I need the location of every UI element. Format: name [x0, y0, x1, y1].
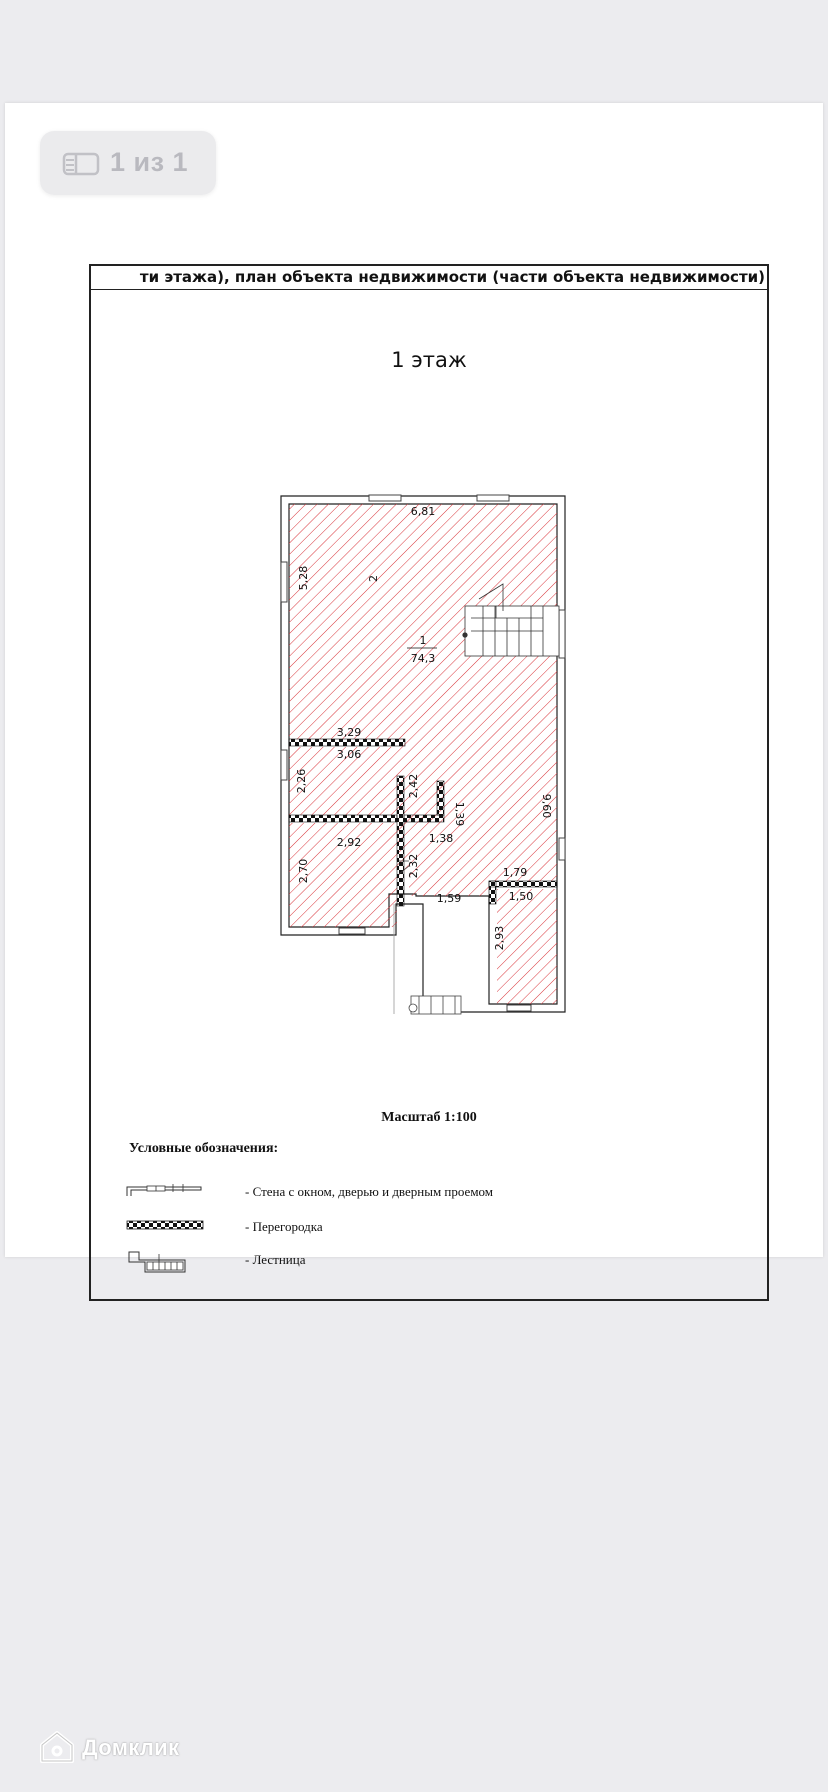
legend-item-staircase — [125, 1248, 545, 1272]
document-page — [5, 103, 823, 1267]
dim-partition-vertical-upper: 2,42 — [407, 773, 420, 799]
dim-corridor-width: 1,38 — [428, 832, 454, 845]
dim-partition-top-inner: 3,06 — [336, 748, 362, 761]
dim-lower-left-height: 2,70 — [297, 858, 310, 884]
dim-lower-left-width: 2,92 — [336, 836, 362, 849]
dim-room-left-mid-height: 2,26 — [295, 768, 308, 794]
hatched-area-right-low — [497, 889, 557, 1004]
dim-right-room-width-outer: 1,79 — [502, 866, 528, 879]
legend-title: Условные обозначения: — [129, 1141, 279, 1156]
room-number: 1 — [419, 634, 427, 647]
legend-label-staircase: - Лестница — [245, 1252, 306, 1267]
dim-right-room-width-inner: 1,50 — [508, 890, 534, 903]
watermark-text: Домклик — [82, 1735, 180, 1760]
dim-left-upper: 5,28 — [297, 565, 310, 591]
dim-partition-top-outer: 3,29 — [336, 726, 362, 739]
staircase-icon — [125, 1248, 205, 1276]
document-header-text: ти этажа), план объекта недвижимости (части объекта недвижимости) — [139, 268, 765, 286]
scale-label: Масштаб 1:100 — [381, 1110, 477, 1125]
dim-corridor-bottom: 1,59 — [436, 892, 462, 905]
legend-item-partition — [125, 1215, 545, 1239]
room-area: 74,3 — [410, 652, 436, 665]
house-logo-icon — [38, 1729, 76, 1765]
legend-label-wall: - Стена с окном, дверью и дверным проемом — [245, 1184, 494, 1199]
floor-title: 1 этаж — [391, 348, 467, 372]
pages-icon — [62, 152, 100, 176]
dim-right-room-height: 2,93 — [493, 925, 506, 951]
dim-right-height: 9,60 — [540, 793, 553, 819]
legend-item-wall — [125, 1180, 545, 1204]
partition-icon — [125, 1215, 205, 1235]
room-mark: 2 — [367, 575, 380, 582]
domclick-watermark — [38, 1729, 238, 1765]
dim-top-width: 6,81 — [410, 505, 436, 518]
dim-partition-vertical-lower: 2,32 — [407, 853, 420, 879]
legend-label-partition: - Перегородка — [245, 1219, 323, 1234]
drawing-frame — [89, 264, 769, 1301]
page-counter-text: 1 из 1 — [110, 147, 189, 177]
page-counter[interactable] — [40, 131, 216, 195]
entrance-porch — [394, 904, 461, 1014]
wall-window-door-icon — [125, 1180, 205, 1200]
dim-partition-stub: 1,39 — [453, 801, 466, 827]
